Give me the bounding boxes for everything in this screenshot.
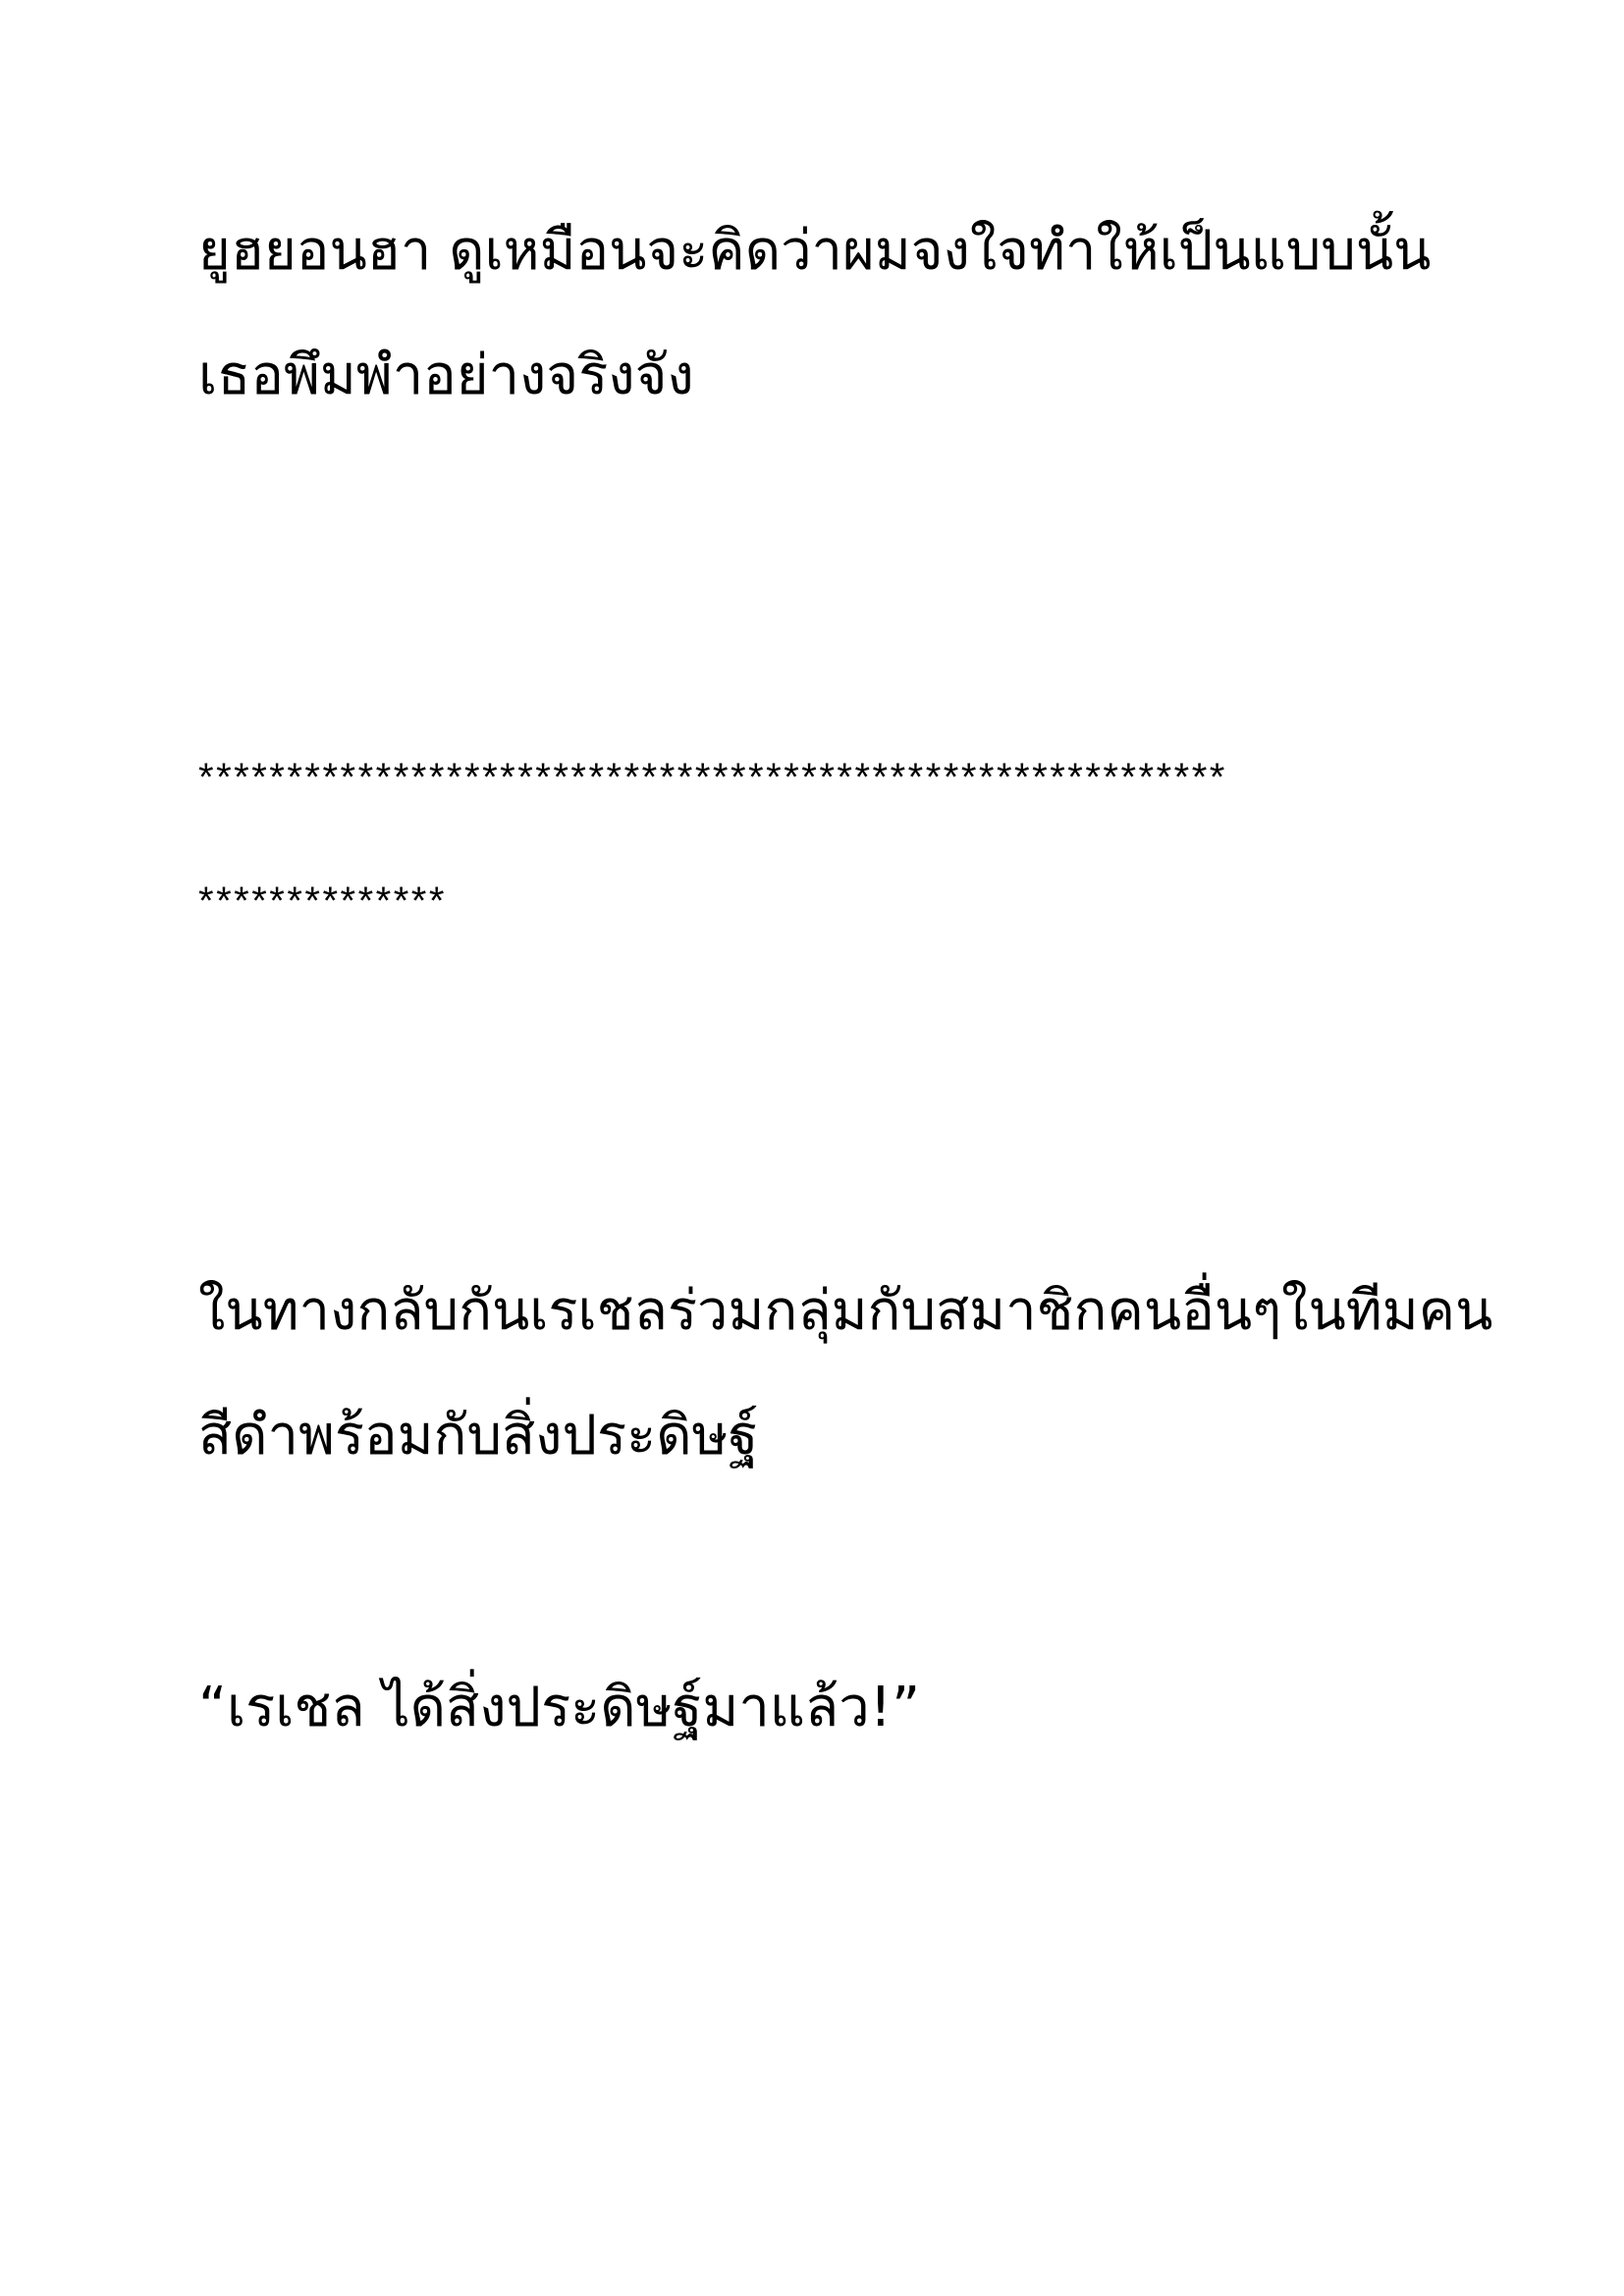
paragraph-2-line-1: ในทางกลับกันเรเชลร่วมกลุ่มกับสมาชิกคนอื่นๆในทีมคน <box>198 1279 1493 1343</box>
paragraph-2-line-2: สีดำพร้อมกับสิ่งประดิษฐ์ <box>198 1404 759 1468</box>
paragraph-1-line-1: ยูฮยอนฮา ดูเหมือนจะคิดว่าผมจงใจทำให้เป็นแบบนั้น <box>198 219 1432 283</box>
scene-separator-line-2: ************** <box>198 880 447 923</box>
dialogue-line: “เรเชล ได้สิ่งประดิษฐ์มาแล้ว!” <box>198 1676 921 1739</box>
paragraph-1-line-2: เธอพึมพำอย่างจริงจัง <box>198 344 694 407</box>
scene-separator-line-1: ********************************************************** <box>198 756 1227 799</box>
